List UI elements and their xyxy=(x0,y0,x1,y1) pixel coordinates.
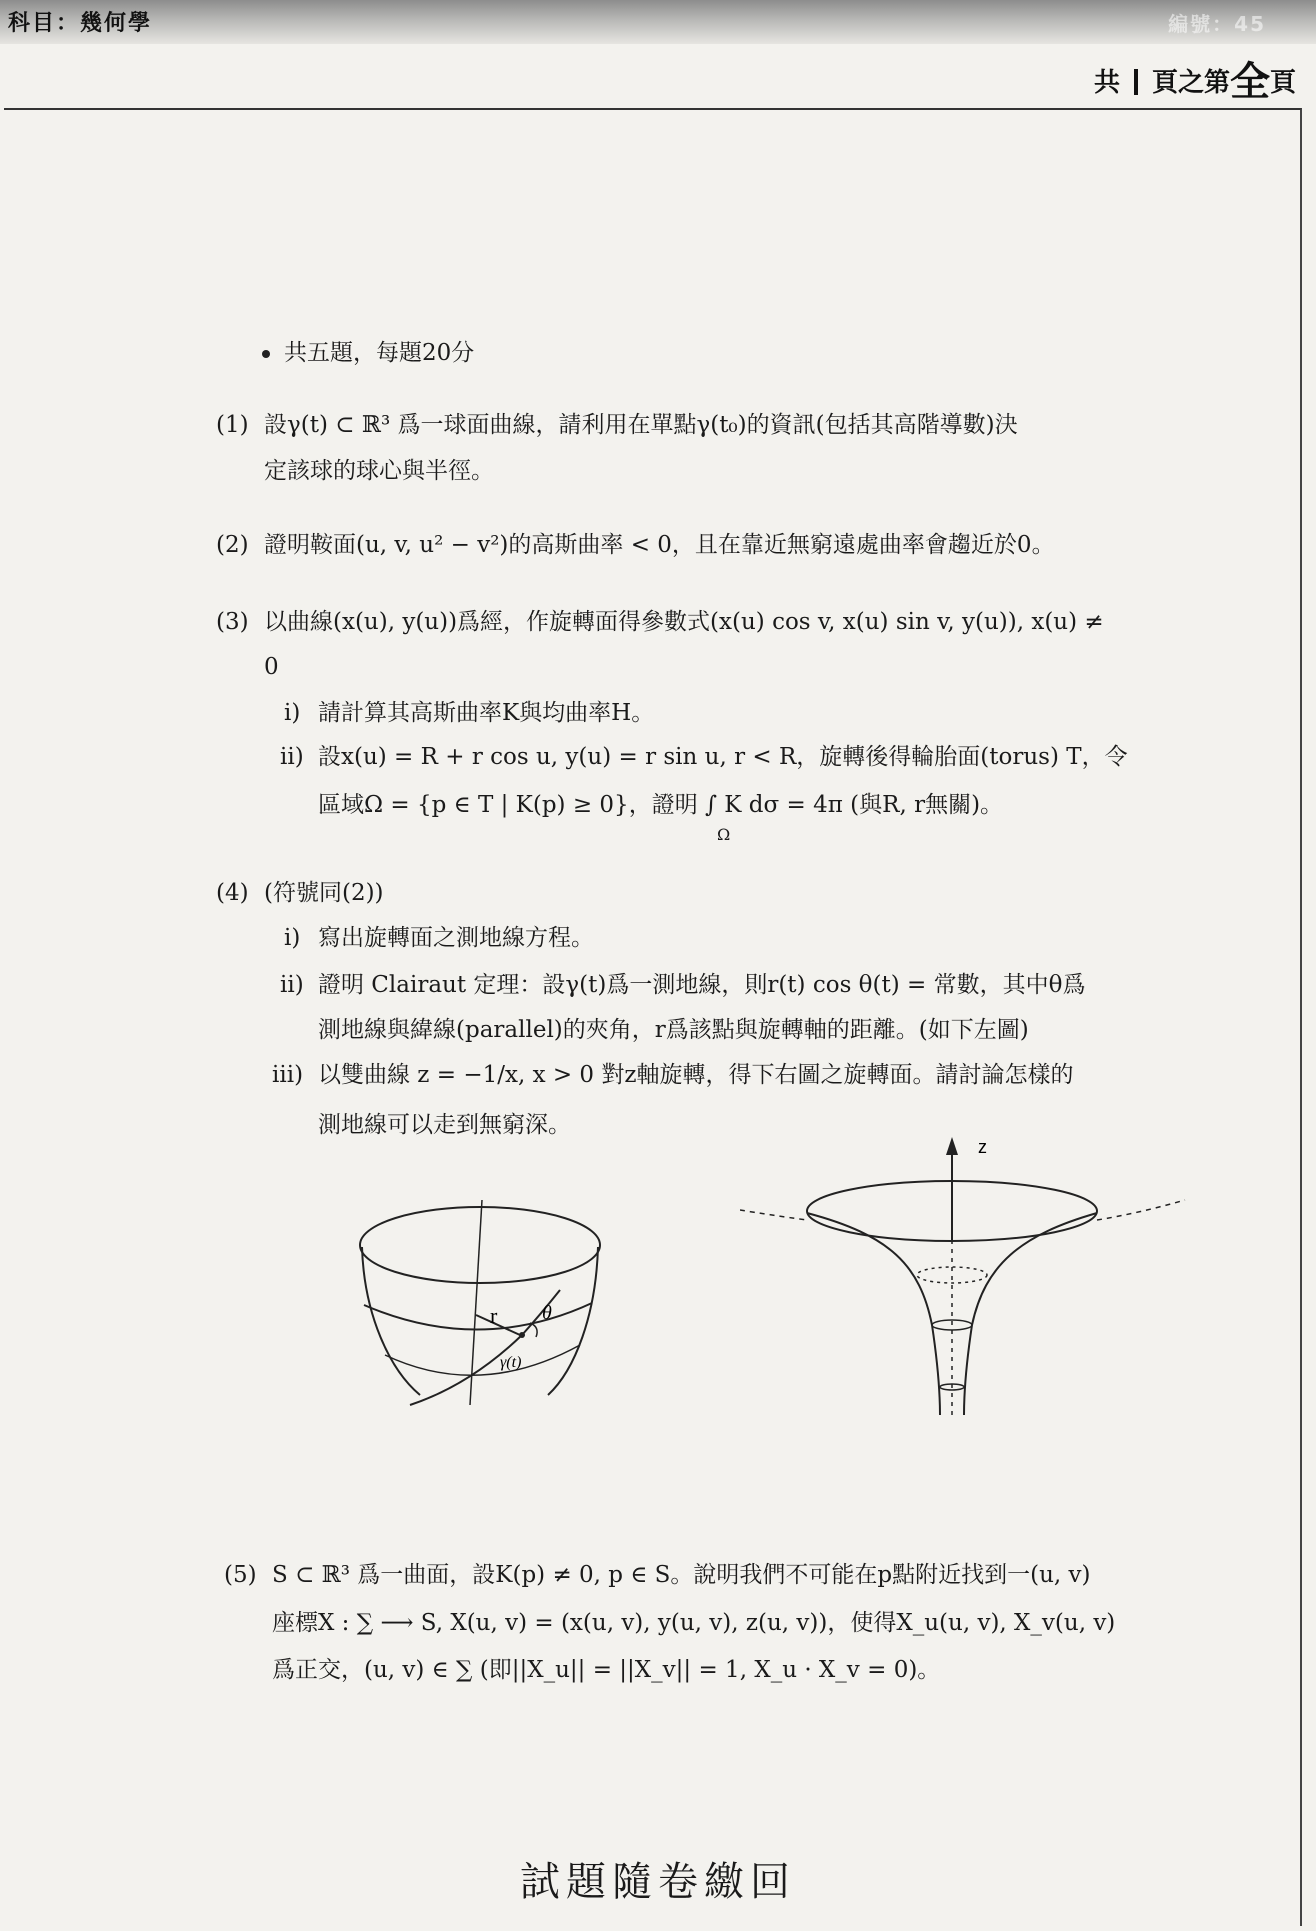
q5-line3: 爲正交，(u, v) ∈ ∑ (即||X_u|| = ||X_v|| = 1, X_u · X_v = 0)。 xyxy=(272,1657,941,1683)
q3-i-number: i) xyxy=(284,700,301,726)
q4-number: (4) xyxy=(216,880,249,906)
q4-i-text: 寫出旋轉面之測地線方程。 xyxy=(318,925,594,951)
clairaut-figure xyxy=(350,1195,620,1410)
z-axis-label: z xyxy=(978,1137,987,1157)
page-total-label: 共 xyxy=(1093,68,1120,98)
scan-header-band xyxy=(0,0,1316,44)
page-divider xyxy=(1134,69,1138,95)
radius-line xyxy=(476,1315,520,1335)
right-asymptote xyxy=(1097,1200,1185,1220)
gamma-label: γ(t) xyxy=(500,1354,522,1371)
geodesic-curve xyxy=(410,1290,560,1405)
q4-ii-line1: 證明 Clairaut 定理：設γ(t)爲一測地線，則r(t) cos θ(t) = 常數，其中θ爲 xyxy=(318,972,1086,998)
q3-ii-line1: 設x(u) = R + r cos u, y(u) = r sin u, r < R，旋轉後得輪胎面(torus) T，令 xyxy=(318,744,1128,770)
page-count xyxy=(1094,50,1296,107)
page-mid-label: 頁之第 xyxy=(1151,68,1230,98)
exam-code: 編號：45 xyxy=(1168,12,1266,36)
q4-iii-line1: 以雙曲線 z = −1/x, x > 0 對z軸旋轉，得下右圖之旋轉面。請討論怎樣的 xyxy=(318,1062,1074,1088)
theta-label: θ xyxy=(542,1302,552,1324)
q4-line1: (符號同(2)) xyxy=(264,880,384,906)
funnel-left-profile xyxy=(807,1213,940,1415)
funnel-right-profile xyxy=(964,1213,1097,1415)
page-number: 全 xyxy=(1229,59,1270,105)
q3-i-text: 請計算其高斯曲率K與均曲率H。 xyxy=(318,700,655,726)
q4-ii-line2: 測地線與緯線(parallel)的夾角，r爲該點與旋轉軸的距離。(如下左圖) xyxy=(318,1017,1029,1043)
q5-line1: S ⊂ ℝ³ 爲一曲面，設K(p) ≠ 0, p ∈ S。說明我們不可能在p點附近找到一(u, v) xyxy=(272,1562,1091,1588)
q3-number: (3) xyxy=(216,609,249,635)
subject-label: 科目：幾何學 xyxy=(8,11,153,36)
footer-note: 試題隨卷繳回 xyxy=(520,1859,796,1905)
q1-line2: 定該球的球心與半徑。 xyxy=(264,458,494,484)
q5-number: (5) xyxy=(224,1562,257,1588)
q3-ii-number: ii) xyxy=(280,744,304,770)
q3-line1: 以曲線(x(u), y(u))爲經，作旋轉面得參數式(x(u) cos v, x(u) sin v, y(u)), x(u) ≠ xyxy=(264,609,1104,635)
bullet-icon xyxy=(262,350,270,358)
q1-line1: 設γ(t) ⊂ ℝ³ 爲一球面曲線，請利用在單點γ(t₀)的資訊(包括其高階導數)決 xyxy=(264,412,1018,438)
page-end-label: 頁 xyxy=(1269,68,1296,98)
q4-iii-number: iii) xyxy=(272,1062,304,1088)
geodesic-point xyxy=(519,1332,525,1338)
funnel-figure xyxy=(740,1125,1190,1425)
intro-text: 共五題，每題20分 xyxy=(284,340,475,366)
q4-i-number: i) xyxy=(284,925,301,951)
intro-line xyxy=(262,338,474,368)
q4-ii-number: ii) xyxy=(280,972,304,998)
z-axis-arrow-icon xyxy=(946,1137,958,1155)
q3-ii-integral-subscript: Ω xyxy=(717,825,731,844)
bowl-sides xyxy=(362,1247,598,1395)
q1-number: (1) xyxy=(216,412,249,438)
q3-ii-line2: 區域Ω = {p ∈ T | K(p) ≥ 0}，證明 ∫ K dσ = 4π (與R, r無關)。 xyxy=(318,792,1004,818)
left-asymptote xyxy=(740,1210,807,1220)
q4-iii-line2: 測地線可以走到無窮深。 xyxy=(318,1112,571,1138)
q2-number: (2) xyxy=(216,532,249,558)
q3-line2: 0 xyxy=(264,654,279,680)
r-label: r xyxy=(490,1303,498,1328)
q2-line1: 證明鞍面(u, v, u² − v²)的高斯曲率 < 0，且在靠近無窮遠處曲率會趨近於0。 xyxy=(264,532,1055,558)
lower-parallel xyxy=(385,1345,580,1375)
q5-line2: 座標X : ∑ ⟶ S, X(u, v) = (x(u, v), y(u, v), z(u, v))，使得X_u(u, v), X_v(u, v) xyxy=(272,1610,1116,1636)
